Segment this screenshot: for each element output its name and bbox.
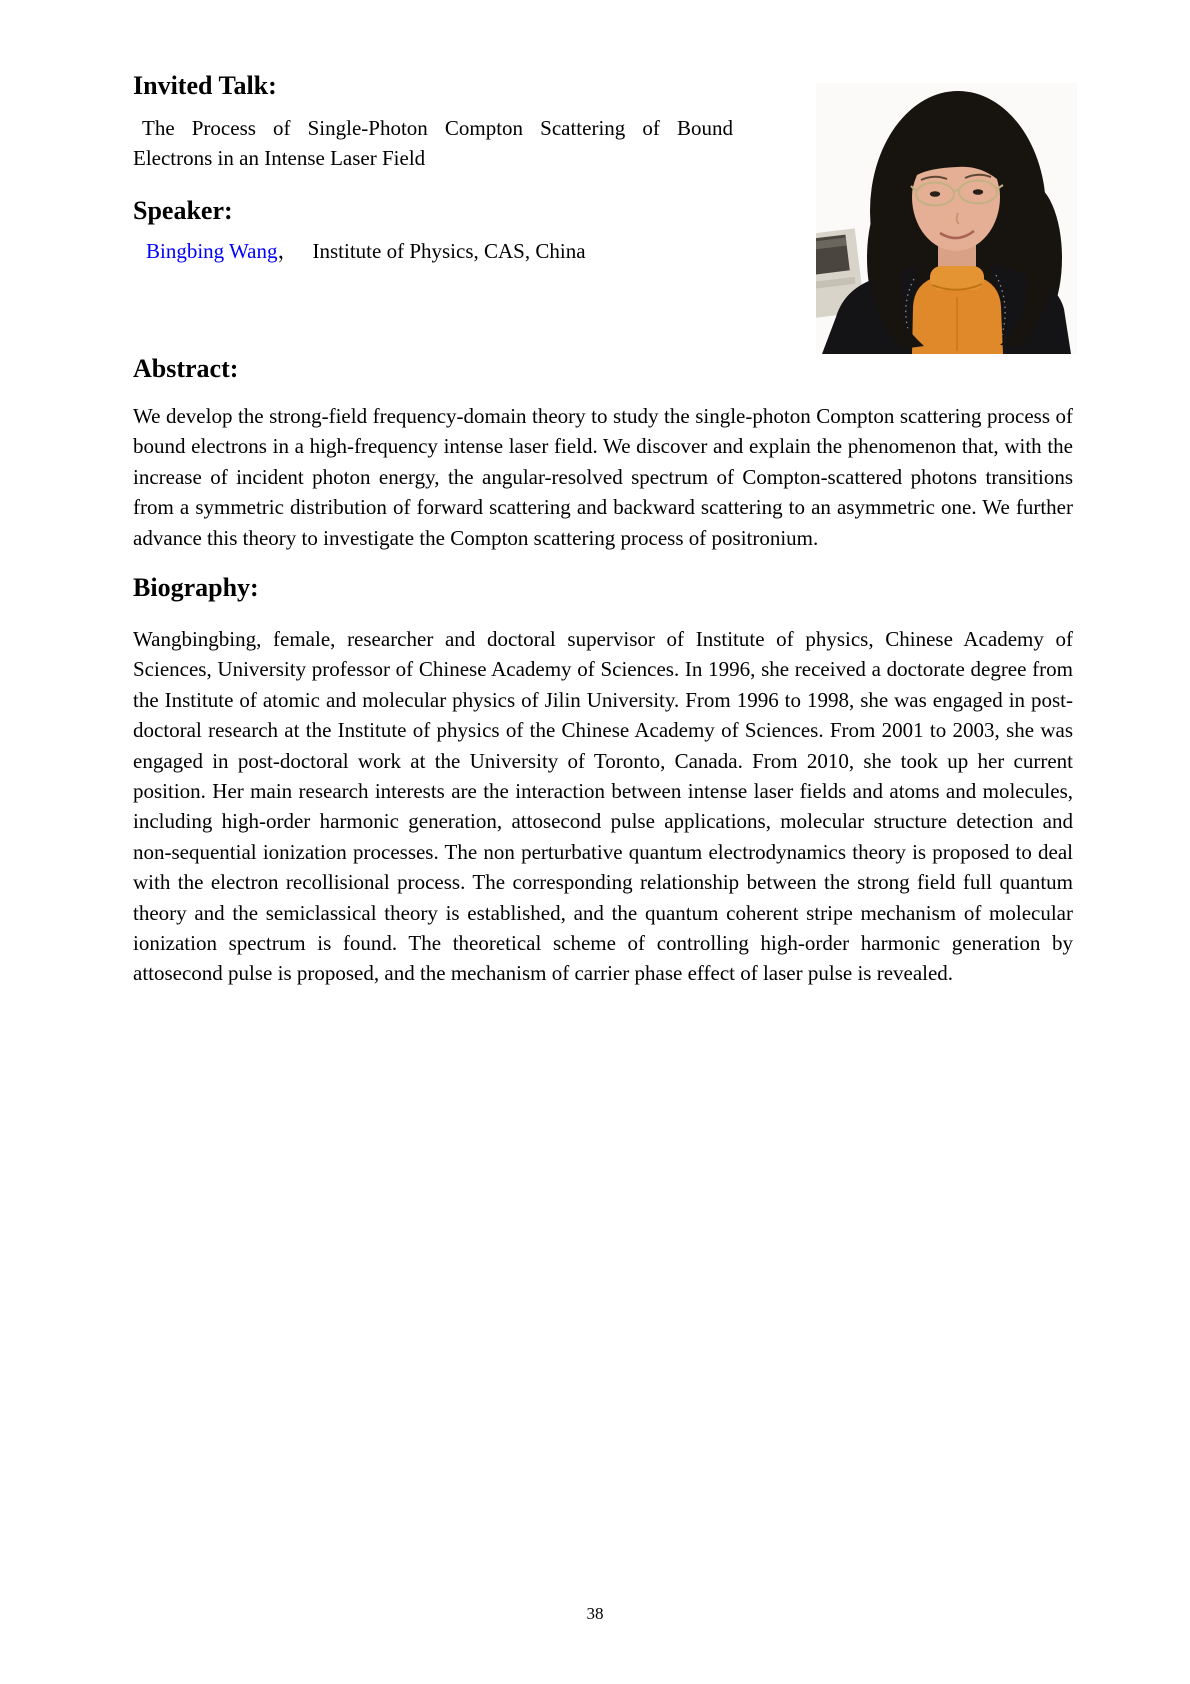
abstract-text: We develop the strong-field frequency-domain theory to study the single-photon Compton scattering process of bound electrons in a high-frequency intense laser field. We discover and explain the phenomenon that, with the increase of incident photon energy, the angular-resolved spectrum of Compton-scattered photons transitions from a symmetric distribution of forward scattering and backward scattering to an asymmetric one. We further advance this theory to investigate the Compton scattering process of positronium. (133, 404, 1073, 550)
page-number: 38 (586, 1604, 604, 1623)
talk-title: The Process of Single-Photon Compton Scattering of Bound Electrons in an Intense Laser Field (133, 116, 733, 171)
speaker-photo (816, 83, 1077, 354)
speaker-heading: Speaker: (133, 196, 233, 225)
speaker-name: Bingbing Wang (146, 239, 278, 263)
left-eye (930, 191, 940, 197)
invited-talk-heading: Invited Talk: (133, 71, 277, 100)
biography-heading: Biography: (133, 573, 259, 602)
speaker-line (133, 236, 933, 266)
biography-text: Wangbingbing, female, researcher and doctoral supervisor of Institute of physics, Chinese Academy of Sciences, University professor of Chinese Academy of Sciences. In 1996, she received a doctorate degree from the Institute of atomic and molecular physics of Jilin University. From 1996 to 1998, she was engaged in post-doctoral research at the Institute of physics of the Chinese Academy of Sciences. From 2001 to 2003, she was engaged in post-doctoral work at the University of Toronto, Canada. From 2010, she took up her current position. Her main research interests are the interaction between intense laser fields and atoms and molecules, including high-order harmonic generation, attosecond pulse applications, molecular structure detection and non-sequential ionization processes. The non perturbative quantum electrodynamics theory is proposed to deal with the electron recollisional process. The corresponding relationship between the strong field full quantum theory and the semiclassical theory is established, and the quantum coherent stripe mechanism of molecular ionization spectrum is found. The theoretical scheme of controlling high-order harmonic generation by attosecond pulse is proposed, and the mechanism of carrier phase effect of laser pulse is revealed. (133, 627, 1073, 986)
speaker-name-separator: ， (277, 239, 299, 263)
right-eye (973, 189, 983, 195)
abstract-heading: Abstract: (133, 354, 239, 383)
speaker-affiliation: Institute of Physics, CAS, China (312, 239, 586, 263)
